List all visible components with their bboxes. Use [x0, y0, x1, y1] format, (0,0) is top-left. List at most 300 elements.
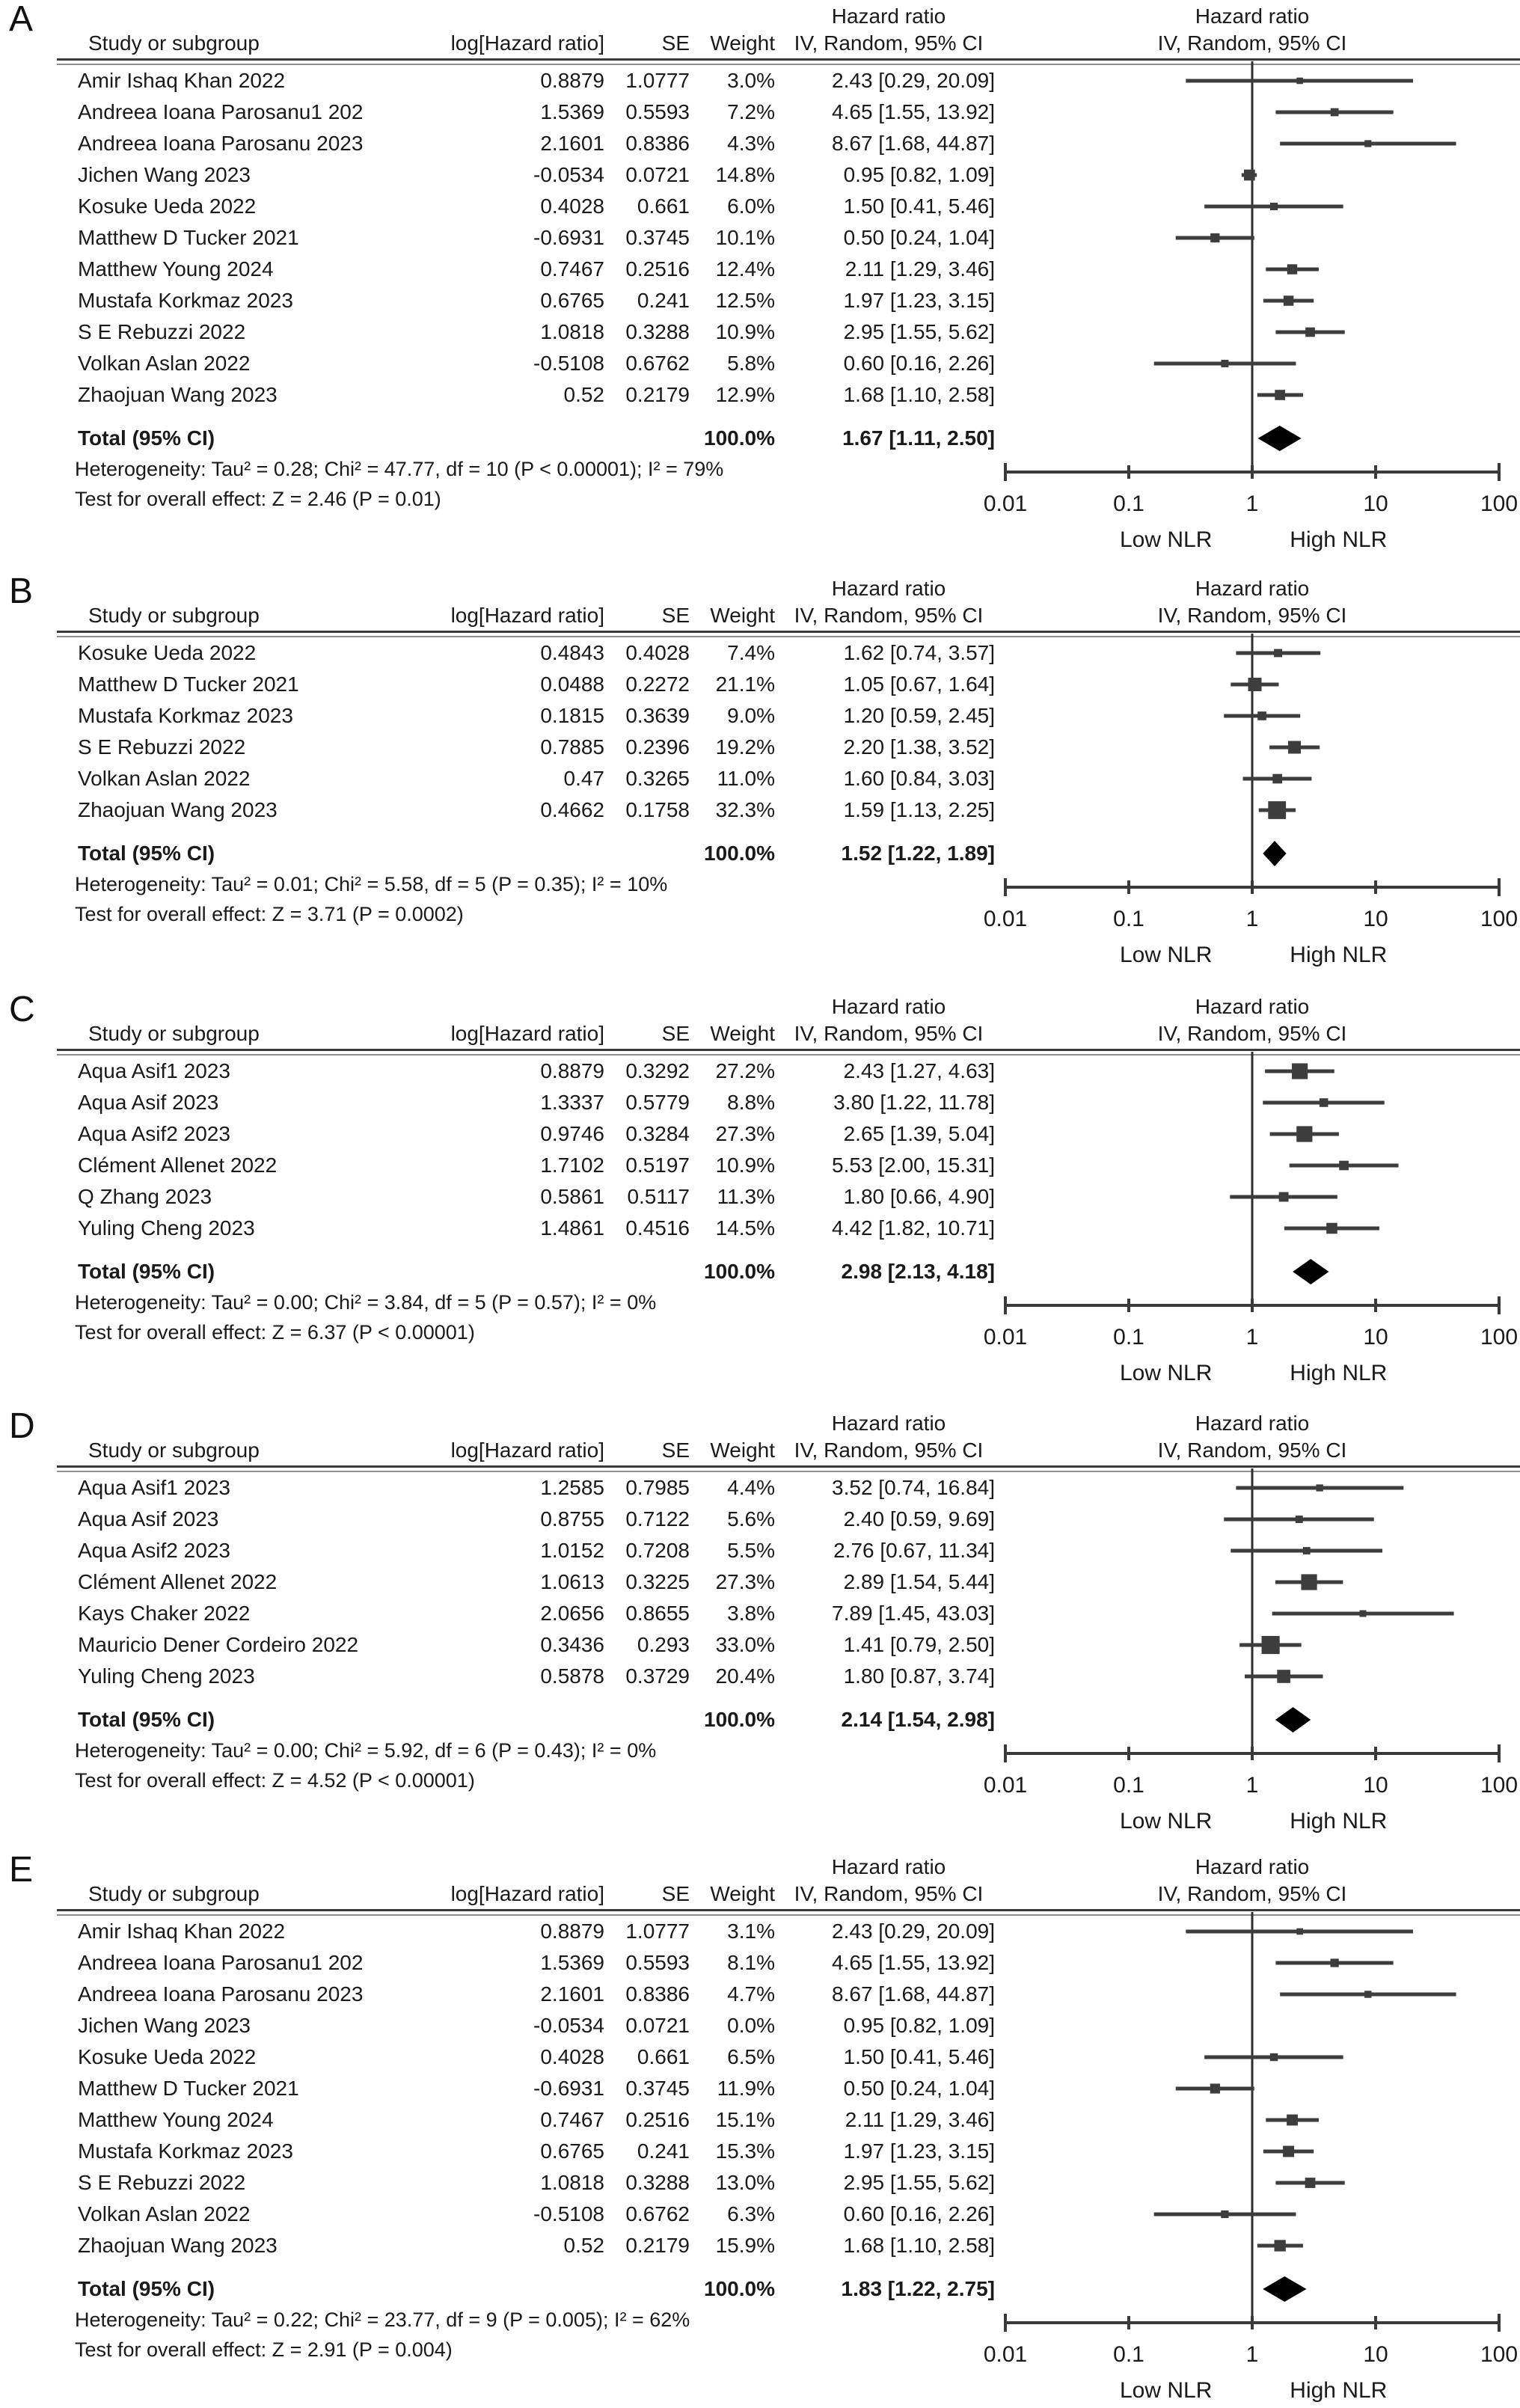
loghr-value: 1.0818	[540, 2171, 604, 2194]
ci-text: 2.11 [1.29, 3.46]	[845, 257, 995, 281]
se-value: 0.8386	[625, 132, 690, 155]
forest-plot-E	[983, 1916, 1519, 2407]
study-column-header: Study or subgroup	[88, 604, 260, 627]
se-value: 0.2516	[625, 257, 690, 281]
study-name: Amir Ishaq Khan 2022	[78, 69, 286, 92]
loghr-value: 2.0656	[540, 1602, 604, 1625]
weight-value: 7.4%	[727, 641, 775, 664]
header-double-rule	[57, 58, 1520, 65]
se-value: 0.2516	[625, 2108, 690, 2131]
loghr-value: 0.8879	[540, 1059, 604, 1082]
study-name: Mauricio Dener Cordeiro 2022	[78, 1633, 359, 1656]
column-header-row-2	[75, 1436, 1505, 1462]
weight-value: 12.9%	[715, 383, 775, 406]
study-name: Kays Chaker 2022	[78, 1602, 251, 1625]
stat-iv-header: IV, Random, 95% CI	[794, 1882, 984, 1905]
se-value: 0.3265	[625, 767, 690, 790]
stat-iv-header: IV, Random, 95% CI	[794, 1022, 984, 1045]
axis-tick-label: 0.1	[1113, 1325, 1144, 1349]
ci-text: 2.76 [0.67, 11.34]	[833, 1539, 995, 1562]
se-value: 0.6762	[625, 2202, 690, 2225]
study-name: Mustafa Korkmaz 2023	[78, 289, 293, 312]
heterogeneity-text: Heterogeneity: Tau² = 0.00; Chi² = 5.92, df = 6 (P = 0.43); I² = 0%	[75, 1739, 657, 1762]
loghr-value: 0.7467	[540, 257, 604, 281]
weight-value: 4.4%	[727, 1476, 775, 1499]
axis-high-label: High NLR	[1290, 527, 1388, 552]
se-value: 0.7985	[625, 1476, 690, 1499]
column-header-row-1	[75, 577, 1505, 601]
ci-text: 2.89 [1.54, 5.44]	[843, 1570, 995, 1593]
axis-tick-label: 0.01	[983, 2342, 1028, 2367]
weight-value: 10.1%	[715, 226, 775, 249]
study-name: Yuling Cheng 2023	[78, 1664, 255, 1688]
axis-tick-label: 0.1	[1113, 1773, 1144, 1798]
study-column-header: Study or subgroup	[88, 31, 260, 55]
stat-hazard-ratio-header: Hazard ratio	[831, 995, 946, 1018]
axis-low-label: Low NLR	[1119, 943, 1213, 967]
weight-column-header: Weight	[710, 1882, 775, 1905]
loghr-value: -0.5108	[533, 2202, 604, 2225]
column-header-row-2	[75, 601, 1505, 628]
ci-text: 4.65 [1.55, 13.92]	[832, 1951, 995, 1974]
weight-value: 21.1%	[715, 673, 775, 696]
weight-value: 3.8%	[727, 1602, 775, 1625]
ci-text: 0.60 [0.16, 2.26]	[843, 352, 995, 375]
axis-tick-label: 0.01	[983, 907, 1028, 931]
weight-value: 11.3%	[717, 1185, 775, 1208]
study-name: Mustafa Korkmaz 2023	[78, 2139, 293, 2163]
se-value: 0.6762	[625, 352, 690, 375]
study-name: Andreea Ioana Parosanu1 202	[78, 100, 364, 123]
panel-letter: E	[9, 1850, 34, 1890]
weight-value: 12.4%	[715, 257, 775, 281]
axis-tick-label: 0.01	[983, 1773, 1028, 1798]
ci-text: 0.50 [0.24, 1.04]	[843, 226, 995, 249]
loghr-value: -0.6931	[533, 226, 604, 249]
study-name: Kosuke Ueda 2022	[78, 194, 257, 218]
total-label: Total (95% CI)	[78, 2277, 215, 2300]
se-value: 0.2179	[625, 2234, 690, 2257]
se-value: 0.3639	[625, 704, 690, 727]
axis-tick-label: 10	[1363, 1325, 1388, 1349]
se-value: 0.241	[637, 289, 690, 312]
ci-text: 1.59 [1.13, 2.25]	[843, 798, 995, 821]
axis-tick-label: 100	[1480, 907, 1519, 931]
column-header-row-2	[75, 1879, 1505, 1906]
header-double-rule	[57, 1909, 1520, 1916]
forest-table	[75, 1412, 1519, 1839]
se-value: 0.5593	[625, 1951, 690, 1974]
se-value: 1.0777	[625, 69, 690, 92]
axis-high-label: High NLR	[1290, 1361, 1388, 1385]
total-weight: 100.0%	[704, 426, 775, 450]
forest-panel-B	[0, 572, 1520, 972]
study-name: Jichen Wang 2023	[78, 2014, 251, 2037]
header-double-rule	[57, 1465, 1520, 1472]
axis-high-label: High NLR	[1290, 1809, 1388, 1833]
stat-iv-header: IV, Random, 95% CI	[794, 31, 984, 55]
weight-value: 14.5%	[715, 1216, 775, 1240]
loghr-value: 0.9746	[540, 1122, 604, 1145]
loghr-value: 0.4028	[540, 2045, 604, 2068]
loghr-column-header: log[Hazard ratio]	[450, 604, 604, 627]
forest-body	[75, 65, 1519, 557]
axis-tick-label: 1	[1245, 1773, 1259, 1798]
ci-text: 8.67 [1.68, 44.87]	[832, 1982, 995, 2006]
loghr-value: 0.5861	[540, 1185, 604, 1208]
ci-text: 1.80 [0.66, 4.90]	[843, 1185, 995, 1208]
weight-value: 15.9%	[715, 2234, 775, 2257]
loghr-value: 0.52	[563, 383, 604, 406]
heterogeneity-text: Heterogeneity: Tau² = 0.22; Chi² = 23.77, df = 9 (P = 0.005); I² = 62%	[75, 2309, 690, 2331]
column-header-row-1	[75, 1855, 1505, 1879]
se-value: 0.4516	[625, 1216, 690, 1240]
axis-tick-label: 0.01	[983, 491, 1028, 516]
se-column-header: SE	[661, 1882, 690, 1905]
study-name: Volkan Aslan 2022	[78, 767, 251, 790]
loghr-value: 0.1815	[540, 704, 604, 727]
ci-text: 2.65 [1.39, 5.04]	[843, 1122, 995, 1145]
loghr-value: 0.8755	[540, 1507, 604, 1531]
axis-tick-label: 0.1	[1113, 2342, 1144, 2367]
loghr-value: 0.3436	[540, 1633, 604, 1656]
axis-tick-label: 0.01	[983, 1325, 1028, 1349]
se-value: 0.7122	[625, 1507, 690, 1531]
se-value: 0.2179	[625, 383, 690, 406]
weight-value: 3.1%	[727, 1920, 775, 1943]
weight-value: 0.0%	[727, 2014, 775, 2037]
se-value: 0.3288	[625, 320, 690, 343]
loghr-value: 2.1601	[540, 132, 604, 155]
forest-body	[75, 637, 1519, 972]
loghr-value: 1.0613	[540, 1570, 604, 1593]
axis-high-label: High NLR	[1290, 2378, 1388, 2403]
se-value: 0.4028	[625, 641, 690, 664]
total-label: Total (95% CI)	[78, 842, 215, 865]
heterogeneity-text: Heterogeneity: Tau² = 0.01; Chi² = 5.58, df = 5 (P = 0.35); I² = 10%	[75, 873, 668, 895]
ci-text: 5.53 [2.00, 15.31]	[832, 1154, 995, 1177]
axis-tick-label: 1	[1245, 491, 1259, 516]
weight-value: 5.5%	[727, 1539, 775, 1562]
loghr-value: 0.47	[563, 767, 604, 790]
overall-effect-text: Test for overall effect: Z = 3.71 (P = 0.0002)	[75, 903, 464, 925]
axis-tick-label: 10	[1363, 907, 1388, 931]
weight-value: 14.8%	[715, 163, 775, 186]
loghr-value: 1.4861	[540, 1216, 604, 1240]
loghr-value: 0.8879	[540, 69, 604, 92]
se-value: 0.3284	[625, 1122, 690, 1145]
se-value: 0.0721	[625, 2014, 690, 2037]
forest-panel-E	[0, 1850, 1520, 2408]
loghr-value: 0.4843	[540, 641, 604, 664]
weight-value: 12.5%	[715, 289, 775, 312]
total-label: Total (95% CI)	[78, 1260, 215, 1283]
axis-tick-label: 10	[1363, 1773, 1388, 1798]
overall-effect-text: Test for overall effect: Z = 2.91 (P = 0.004)	[75, 2338, 453, 2361]
ci-text: 1.20 [0.59, 2.45]	[843, 704, 995, 727]
weight-value: 8.8%	[727, 1091, 775, 1114]
loghr-value: -0.6931	[533, 2077, 604, 2100]
ci-text: 8.67 [1.68, 44.87]	[832, 132, 995, 155]
weight-value: 20.4%	[715, 1664, 775, 1688]
study-name: S E Rebuzzi 2022	[78, 320, 246, 343]
forest-body	[75, 1056, 1519, 1391]
study-name: Yuling Cheng 2023	[78, 1216, 255, 1240]
plot-hazard-ratio-header: Hazard ratio	[1195, 577, 1310, 600]
study-name: Aqua Asif 2023	[78, 1507, 219, 1531]
study-name: Clément Allenet 2022	[78, 1154, 278, 1177]
column-header-row-1	[75, 4, 1505, 28]
plot-hazard-ratio-header: Hazard ratio	[1195, 1412, 1310, 1435]
column-header-row-1	[75, 995, 1505, 1019]
forest-plot-C	[983, 1056, 1519, 1389]
weight-value: 5.6%	[727, 1507, 775, 1531]
se-value: 0.1758	[625, 798, 690, 821]
ci-text: 3.80 [1.22, 11.78]	[833, 1091, 995, 1114]
ci-text: 1.68 [1.10, 2.58]	[843, 2234, 995, 2257]
plot-iv-header: IV, Random, 95% CI	[1157, 1022, 1347, 1045]
total-label: Total (95% CI)	[78, 1708, 215, 1731]
weight-column-header: Weight	[710, 1439, 775, 1462]
study-name: Matthew D Tucker 2021	[78, 226, 299, 249]
se-value: 0.661	[637, 194, 690, 218]
forest-body	[75, 1916, 1519, 2408]
loghr-column-header: log[Hazard ratio]	[450, 1022, 604, 1045]
weight-value: 9.0%	[727, 704, 775, 727]
study-name: Aqua Asif1 2023	[78, 1059, 230, 1082]
se-value: 0.8386	[625, 1982, 690, 2006]
weight-value: 6.0%	[727, 194, 775, 218]
se-value: 1.0777	[625, 1920, 690, 1943]
se-column-header: SE	[661, 604, 690, 627]
weight-value: 27.3%	[715, 1570, 775, 1593]
axis-tick-label: 1	[1245, 907, 1259, 931]
stat-hazard-ratio-header: Hazard ratio	[831, 1412, 946, 1435]
ci-text: 1.97 [1.23, 3.15]	[843, 289, 995, 312]
weight-value: 4.3%	[727, 132, 775, 155]
ci-text: 4.42 [1.82, 10.71]	[832, 1216, 995, 1240]
stat-hazard-ratio-header: Hazard ratio	[831, 577, 946, 600]
total-weight: 100.0%	[704, 1260, 775, 1283]
loghr-value: 0.0488	[540, 673, 604, 696]
axis-low-label: Low NLR	[1119, 1809, 1213, 1833]
loghr-value: 1.5369	[540, 100, 604, 123]
axis-tick-label: 100	[1480, 491, 1519, 516]
total-ci-text: 1.83 [1.22, 2.75]	[841, 2277, 995, 2300]
study-name: Matthew Young 2024	[78, 2108, 274, 2131]
ci-text: 1.50 [0.41, 5.46]	[843, 194, 995, 218]
se-value: 0.3225	[625, 1570, 690, 1593]
study-name: Aqua Asif2 2023	[78, 1122, 230, 1145]
weight-column-header: Weight	[710, 604, 775, 627]
forest-plot-B	[983, 637, 1519, 971]
se-value: 0.5197	[625, 1154, 690, 1177]
total-ci-text: 1.67 [1.11, 2.50]	[842, 426, 995, 450]
weight-value: 4.7%	[727, 1982, 775, 2006]
se-column-header: SE	[661, 1439, 690, 1462]
se-value: 0.5117	[627, 1185, 690, 1208]
se-column-header: SE	[661, 1022, 690, 1045]
plot-iv-header: IV, Random, 95% CI	[1157, 1882, 1347, 1905]
loghr-value: 1.0818	[540, 320, 604, 343]
study-name: Jichen Wang 2023	[78, 163, 251, 186]
forest-panel-A	[0, 0, 1520, 557]
loghr-value: 0.4028	[540, 194, 604, 218]
se-column-header: SE	[661, 31, 690, 55]
loghr-value: 0.52	[563, 2234, 604, 2257]
heterogeneity-text: Heterogeneity: Tau² = 0.28; Chi² = 47.77, df = 10 (P < 0.00001); I² = 79%	[75, 458, 724, 480]
axis-tick-label: 100	[1480, 2342, 1519, 2367]
column-header-row-2	[75, 1019, 1505, 1046]
study-name: Zhaojuan Wang 2023	[78, 798, 278, 821]
study-name: Zhaojuan Wang 2023	[78, 383, 278, 406]
loghr-value: -0.5108	[533, 352, 604, 375]
se-value: 0.3288	[625, 2171, 690, 2194]
weight-value: 13.0%	[715, 2171, 775, 2194]
se-value: 0.661	[637, 2045, 690, 2068]
total-weight: 100.0%	[704, 1708, 775, 1731]
ci-text: 2.43 [1.27, 4.63]	[843, 1059, 995, 1082]
plot-iv-header: IV, Random, 95% CI	[1157, 1439, 1347, 1462]
loghr-column-header: log[Hazard ratio]	[450, 1882, 604, 1905]
loghr-value: -0.0534	[533, 163, 604, 186]
loghr-value: 0.6765	[540, 289, 604, 312]
weight-value: 11.9%	[717, 2077, 775, 2100]
weight-column-header: Weight	[710, 1022, 775, 1045]
se-value: 0.0721	[625, 163, 690, 186]
study-name: Volkan Aslan 2022	[78, 2202, 251, 2225]
panel-letter: C	[9, 990, 35, 1029]
study-name: S E Rebuzzi 2022	[78, 2171, 246, 2194]
study-name: Aqua Asif2 2023	[78, 1539, 230, 1562]
study-name: Andreea Ioana Parosanu 2023	[78, 132, 364, 155]
loghr-value: 0.6765	[540, 2139, 604, 2163]
total-ci-text: 1.52 [1.22, 1.89]	[841, 842, 995, 865]
total-weight: 100.0%	[704, 842, 775, 865]
loghr-value: 0.8879	[540, 1920, 604, 1943]
study-column-header: Study or subgroup	[88, 1882, 260, 1905]
forest-table	[75, 995, 1519, 1391]
study-name: Volkan Aslan 2022	[78, 352, 251, 375]
ci-text: 4.65 [1.55, 13.92]	[832, 100, 995, 123]
weight-value: 32.3%	[715, 798, 775, 821]
study-column-header: Study or subgroup	[88, 1022, 260, 1045]
se-value: 0.293	[637, 1633, 690, 1656]
study-name: Aqua Asif 2023	[78, 1091, 219, 1114]
plot-iv-header: IV, Random, 95% CI	[1157, 604, 1347, 627]
study-name: Matthew D Tucker 2021	[78, 2077, 299, 2100]
forest-table	[75, 1855, 1519, 2408]
overall-effect-text: Test for overall effect: Z = 4.52 (P < 0.00001)	[75, 1769, 475, 1792]
header-double-rule	[57, 1049, 1520, 1056]
study-name: Aqua Asif1 2023	[78, 1476, 230, 1499]
se-value: 0.3745	[625, 226, 690, 249]
axis-low-label: Low NLR	[1119, 2378, 1213, 2403]
overall-effect-text: Test for overall effect: Z = 6.37 (P < 0.00001)	[75, 1321, 475, 1344]
ci-text: 0.95 [0.82, 1.09]	[843, 2014, 995, 2037]
stat-iv-header: IV, Random, 95% CI	[794, 604, 984, 627]
axis-low-label: Low NLR	[1119, 1361, 1213, 1385]
axis-high-label: High NLR	[1290, 943, 1388, 967]
plot-hazard-ratio-header: Hazard ratio	[1195, 4, 1310, 28]
ci-text: 3.52 [0.74, 16.84]	[832, 1476, 995, 1499]
loghr-value: 0.5878	[540, 1664, 604, 1688]
study-name: Zhaojuan Wang 2023	[78, 2234, 278, 2257]
ci-text: 1.41 [0.79, 2.50]	[843, 1633, 995, 1656]
study-name: Clément Allenet 2022	[78, 1570, 278, 1593]
overall-effect-text: Test for overall effect: Z = 2.46 (P = 0.01)	[75, 488, 441, 510]
study-column-header: Study or subgroup	[88, 1439, 260, 1462]
se-value: 0.5593	[625, 100, 690, 123]
weight-value: 10.9%	[715, 1154, 775, 1177]
weight-value: 3.0%	[727, 69, 775, 92]
weight-value: 27.3%	[715, 1122, 775, 1145]
heterogeneity-text: Heterogeneity: Tau² = 0.00; Chi² = 3.84, df = 5 (P = 0.57); I² = 0%	[75, 1291, 657, 1314]
ci-text: 0.95 [0.82, 1.09]	[843, 163, 995, 186]
ci-text: 1.97 [1.23, 3.15]	[843, 2139, 995, 2163]
study-name: S E Rebuzzi 2022	[78, 735, 246, 759]
se-value: 0.2396	[625, 735, 690, 759]
se-value: 0.2272	[625, 673, 690, 696]
study-name: Matthew Young 2024	[78, 257, 274, 281]
axis-tick-label: 0.1	[1113, 491, 1144, 516]
axis-tick-label: 1	[1245, 1325, 1259, 1349]
ci-text: 0.50 [0.24, 1.04]	[843, 2077, 995, 2100]
panel-letter: B	[9, 572, 34, 611]
ci-text: 1.05 [0.67, 1.64]	[843, 673, 995, 696]
weight-value: 10.9%	[715, 320, 775, 343]
stat-hazard-ratio-header: Hazard ratio	[831, 4, 946, 28]
ci-text: 1.68 [1.10, 2.58]	[843, 383, 995, 406]
stat-iv-header: IV, Random, 95% CI	[794, 1439, 984, 1462]
total-ci-text: 2.14 [1.54, 2.98]	[841, 1708, 995, 1731]
se-value: 0.241	[637, 2139, 690, 2163]
panel-letter: A	[9, 0, 34, 39]
loghr-value: -0.0534	[533, 2014, 604, 2037]
loghr-value: 0.7885	[540, 735, 604, 759]
header-double-rule	[57, 631, 1520, 637]
study-name: Amir Ishaq Khan 2022	[78, 1920, 286, 1943]
forest-panel-D	[0, 1406, 1520, 1839]
weight-value: 19.2%	[715, 735, 775, 759]
ci-text: 2.11 [1.29, 3.46]	[845, 2108, 995, 2131]
weight-value: 6.5%	[727, 2045, 775, 2068]
se-value: 0.7208	[625, 1539, 690, 1562]
loghr-value: 1.2585	[540, 1476, 604, 1499]
weight-value: 27.2%	[715, 1059, 775, 1082]
stat-hazard-ratio-header: Hazard ratio	[831, 1855, 946, 1878]
ci-text: 2.95 [1.55, 5.62]	[843, 2171, 995, 2194]
ci-text: 2.43 [0.29, 20.09]	[832, 69, 995, 92]
total-weight: 100.0%	[704, 2277, 775, 2300]
weight-value: 33.0%	[715, 1633, 775, 1656]
loghr-column-header: log[Hazard ratio]	[450, 31, 604, 55]
axis-tick-label: 100	[1480, 1773, 1519, 1798]
total-label: Total (95% CI)	[78, 426, 215, 450]
forest-table	[75, 4, 1519, 557]
weight-value: 8.1%	[727, 1951, 775, 1974]
study-name: Andreea Ioana Parosanu 2023	[78, 1982, 364, 2006]
loghr-column-header: log[Hazard ratio]	[450, 1439, 604, 1462]
axis-tick-label: 0.1	[1113, 907, 1144, 931]
ci-text: 1.62 [0.74, 3.57]	[843, 641, 995, 664]
study-name: Andreea Ioana Parosanu1 202	[78, 1951, 364, 1974]
se-value: 0.3729	[625, 1664, 690, 1688]
weight-value: 7.2%	[727, 100, 775, 123]
axis-tick-label: 10	[1363, 2342, 1388, 2367]
weight-column-header: Weight	[710, 31, 775, 55]
loghr-value: 1.5369	[540, 1951, 604, 1974]
